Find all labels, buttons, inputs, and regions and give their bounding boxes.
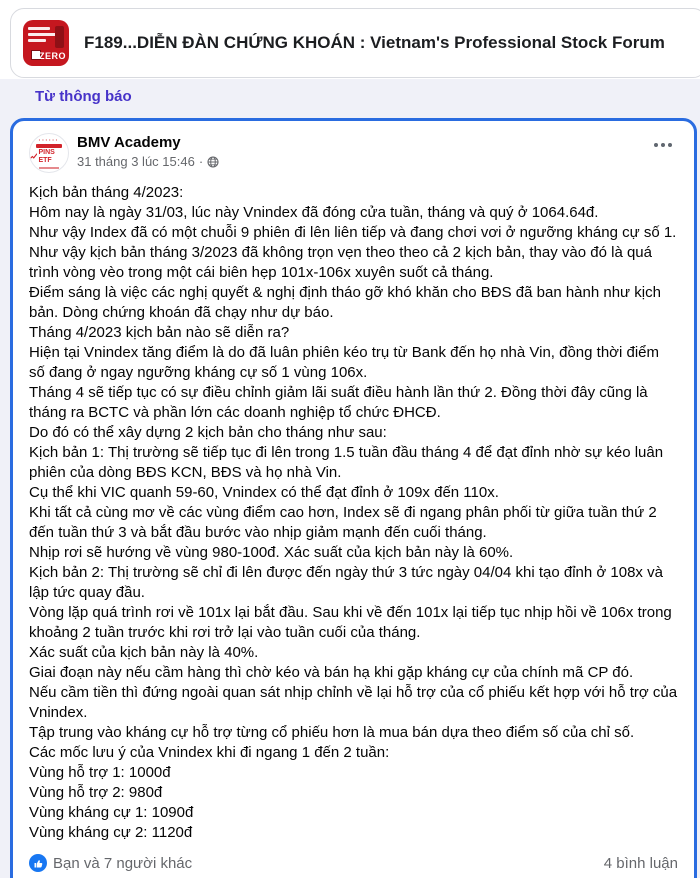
post-text-line: Nhịp rơi sẽ hướng về vùng 980-100đ. Xác suất của kịch bản này là 60%. xyxy=(29,544,514,561)
post-meta xyxy=(77,133,648,170)
post-text-line: Hôm nay là ngày 31/03, lúc này Vnindex đã đóng cửa tuần, tháng và quý ở 1064.64đ. xyxy=(29,204,599,221)
post-card xyxy=(10,118,697,878)
avatar[interactable]: •••••• PINS ETF xyxy=(29,133,69,173)
timestamp[interactable]: 31 tháng 3 lúc 15:46 xyxy=(77,154,195,169)
post-text-line: Kịch bản 2: Thị trường sẽ chỉ đi lên được đến ngày thứ 3 tức ngày 04/04 khi tạo đỉnh ở 108x và lập tức quay đầu. xyxy=(29,564,663,601)
post-text-line: Kịch bản 1: Thị trường sẽ tiếp tục đi lên trong 1.5 tuần đầu tháng 4 để đạt đỉnh nhờ sự kéo luân phiên của dòng BĐS KCN, BĐS và họ nhà Vin. xyxy=(29,444,664,481)
logo-badge-text: ZERO xyxy=(38,51,66,61)
group-logo-icon[interactable] xyxy=(23,20,69,66)
post-text-line: Như vậy kịch bản tháng 3/2023 đã không trọn vẹn theo theo cả 2 kịch bản, thay vào đó là quá trình vòng vèo trong một cái biên hẹp 101x-106x xuyên suốt cả tháng. xyxy=(29,244,652,281)
reactions-text: Bạn và 7 người khác xyxy=(53,854,193,872)
post-text-line: Cụ thể khi VIC quanh 59-60, Vnindex có thể đạt đỉnh ở 109x đến 110x. xyxy=(29,484,499,501)
post-options-icon[interactable] xyxy=(648,133,678,153)
post-footer xyxy=(13,843,694,878)
post-text-line: Kịch bản tháng 4/2023: xyxy=(29,184,184,201)
post-text-line: Xác suất của kịch bản này là 40%. xyxy=(29,644,259,661)
post-text-line: Do đó có thể xây dựng 2 kịch bản cho tháng như sau: xyxy=(29,424,387,441)
from-notifications-link[interactable]: Từ thông báo xyxy=(35,88,132,105)
post-text-line: Giai đoạn này nếu cầm hàng thì chờ kéo và bán hạ khi gặp kháng cự của chính mã CP đó. xyxy=(29,664,634,681)
post-text-line: Vùng hỗ trợ 2: 980đ xyxy=(29,784,163,801)
author-name[interactable]: BMV Academy xyxy=(77,134,181,151)
post-text-line: Các mốc lưu ý của Vnindex khi đi ngang 1 đến 2 tuần: xyxy=(29,744,390,761)
post-text-line: Hiện tại Vnindex tăng điểm là do đã luân phiên kéo trụ từ Bank đến họ nhà Vin, đồng thời điểm số đang ở ngay ngưỡng kháng cự số 1 vùng 106x. xyxy=(29,344,660,381)
post-body xyxy=(13,179,694,843)
post-text-line: Vòng lặp quá trình rơi về 101x lại bắt đầu. Sau khi về đến 101x lại tiếp tục nhịp hồi về 106x trong khoảng 2 tuần trước khi rơi trở lại vào tuần cuối của tháng. xyxy=(29,604,672,641)
like-icon xyxy=(29,854,47,872)
post-header xyxy=(13,121,694,179)
timestamp-row xyxy=(77,153,648,170)
post-text-line: Tháng 4/2023 kịch bản nào sẽ diễn ra? xyxy=(29,324,290,341)
post-text-line: Khi tất cả cùng mơ về các vùng điểm cao hơn, Index sẽ đi ngang phân phối từ giữa tuần thứ 2 đến tuần thứ 3 và bắt đầu bước vào nhịp giảm mạnh đến cuối tháng. xyxy=(29,504,657,541)
post-text-line: Tháng 4 sẽ tiếp tục có sự điều chỉnh giảm lãi suất điều hành lần thứ 2. Đồng thời đây cũng là tháng ra BCTC và phần lớn các doanh nghiệp tổ chức ĐHCĐ. xyxy=(29,384,648,421)
post-text-line: Điểm sáng là việc các nghị quyết & nghị định tháo gỡ khó khăn cho BĐS đã ban hành như kịch bản. Dòng chứng khoán đã chạy như dự báo. xyxy=(29,284,661,321)
post-text-line: Nếu cầm tiền thì đứng ngoài quan sát nhịp chỉnh về lại hỗ trợ của cổ phiếu kết hợp với hỗ trợ của Vnindex. xyxy=(29,684,678,721)
post-text-line: Vùng kháng cự 2: 1120đ xyxy=(29,824,193,841)
chart-line-icon xyxy=(30,153,37,160)
post-text-line: Vùng kháng cự 1: 1090đ xyxy=(29,804,194,821)
group-header xyxy=(10,8,700,78)
post-text-line: Như vậy Index đã có một chuỗi 9 phiên đi lên liên tiếp và đang chơi vơi ở ngưỡng kháng cự số 1. xyxy=(29,224,677,241)
reactions-summary[interactable] xyxy=(29,854,192,872)
timestamp-separator: · xyxy=(198,154,204,169)
group-title[interactable]: F189...DIỄN ĐÀN CHỨNG KHOÁN : Vietnam's Professional Stock Forum xyxy=(84,33,665,52)
post-text-line: Tập trung vào kháng cự hỗ trợ từng cổ phiếu hơn là mua bán dựa theo điểm số của chỉ số. xyxy=(29,724,635,741)
globe-icon xyxy=(207,156,219,168)
post-text-line: Vùng hỗ trợ 1: 1000đ xyxy=(29,764,171,781)
avatar-brand-text: PINS ETF xyxy=(30,149,68,165)
comment-count[interactable]: 4 bình luận xyxy=(603,854,678,872)
